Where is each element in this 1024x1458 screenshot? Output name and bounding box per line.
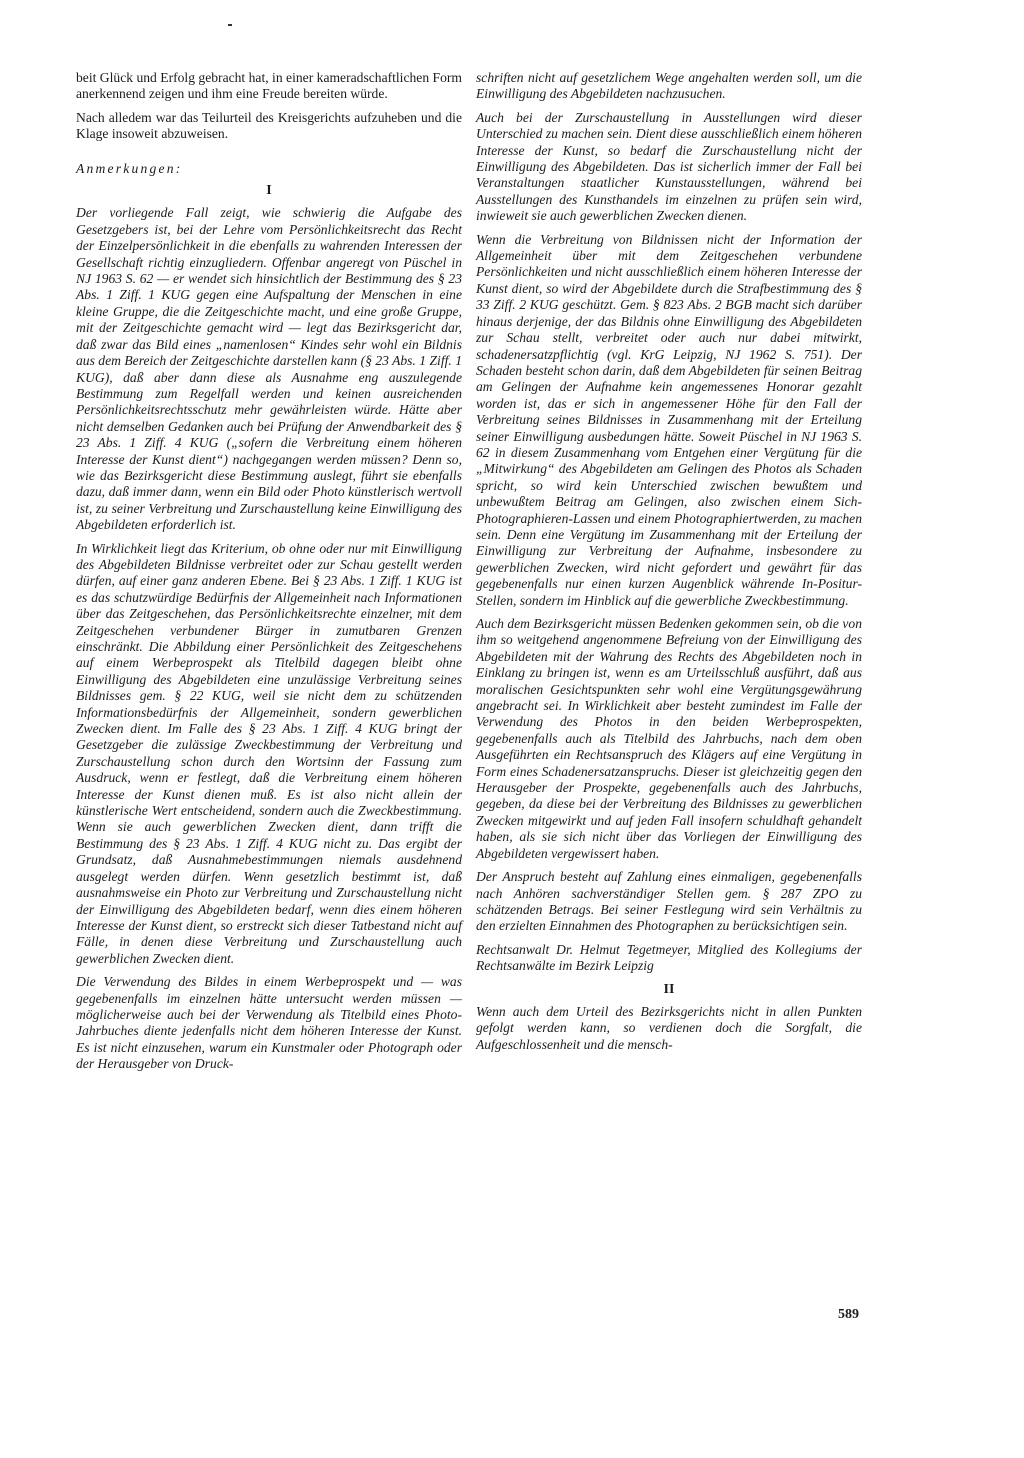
scan-mark [228, 24, 232, 26]
notes-heading: Anmerkungen: [76, 160, 183, 176]
paragraph: Wenn auch dem Urteil des Bezirksgerichts nicht in allen Punkten gefolgt werden kann, so verdienen doch die Sorgfalt, die Aufgeschlossenheit und die mensch- [476, 1003, 862, 1052]
paragraph: Wenn die Verbreitung von Bildnissen nicht der Information der Allgemeinheit über mit dem Zeitgeschehen verbundene Persönlichkeiten und nicht ausschließlich einem höheren Interesse der Kunst dient, so wird der Abgebildete durch die Strafbestimmung des § 33 Ziff. 2 KUG geschützt. Gem. § 823 Abs. 2 BGB macht sich darüber hinaus derjenige, der das Bildnis ohne Einwilligung des Abgebildeten zur Schau stellt, verbreitet oder auch nur dabei mitwirkt, schadenersatzpflichtig (vgl. KrG Leipzig, NJ 1962 S. 751). Der Schaden besteht schon darin, daß dem Abgebildeten für seinen Beitrag am Gelingen der Aufnahme kein angemessenes Honorar gezahlt worden ist, das er sich in angemessener Höhe für den Fall der Verbreitung seines Bildnisses in Zusammenhang mit der Erteilung seiner Einwilligung ausbedungen hätte. Soweit Püschel in NJ 1963 S. 62 in diesem Zusammenhang vom Entgehen einer Vergütung für die „Mitwirkung“ des Abgebildeten am Gelingen des Photos als Schaden spricht, so wird kein Unterschied zwischen bewußtem und unbewußtem Beitrag am Gelingen, also zwischen einem Sich-Photographieren-Lassen und einem Photographiertwerden, zu machen sein. Denn eine Vergütung im Zusammenhang mit der Erteilung der Einwilligung zur Verbreitung der Aufnahme, insbesondere zu gewerblichen Zwecken, wird nicht gefordert und gewährt für das gegebenenfalls nur einen kurzen Augenblick währende In-Positur-Stellen, sondern im Hinblick auf die gewerbliche Zweckbestimmung. [476, 231, 862, 608]
paragraph: Der vorliegende Fall zeigt, wie schwierig die Aufgabe des Gesetzgebers ist, bei der Lehre vom Persönlichkeitsrecht das Recht der Einzelpersönlichkeit in die ebenfalls zu wahrenden Interessen der Gesellschaft richtig einzugliedern. Offenbar angeregt von Püschel in NJ 1963 S. 62 — er wendet sich hinsichtlich der Bestimmung des § 23 Abs. 1 Ziff. 1 KUG gegen eine Aufspaltung der Menschen in eine kleine Gruppe, die die Zeitgeschichte macht, und eine große Gruppe, mit der Zeitgeschichte gemacht wird — legt das Bezirksgericht dar, daß zwar das Bild eines „namenlosen“ Kindes sehr wohl ein Bildnis aus dem Bereich der Zeitgeschichte darstellen kann (§ 23 Abs. 1 Ziff. 1 KUG), daß aber dann diese als Ausnahme eng auszulegende Bestimmung zum Regelfall werden und keinen ausreichenden Persönlichkeitsrechtsschutz mehr gewährleisten würde. Hätte aber nicht demselben Gedanken auch bei Prüfung der Anwendbarkeit des § 23 Abs. 1 Ziff. 4 KUG („sofern die Verbreitung einem höheren Interesse der Kunst dient“) nachgegangen werden müssen? Denn so, wie das Bezirksgericht diese Bestimmung auslegt, führt sie ebenfalls dazu, daß immer dann, wenn ein Bild oder Photo künstlerisch wertvoll ist, zu seiner Verbreitung und Zurschaustellung keine Einwilligung des Abgebildeten erforderlich ist. [76, 205, 462, 533]
paragraph: schriften nicht auf gesetzlichem Wege angehalten werden soll, um die Einwilligung des Abgebildeten nachzusuchen. [476, 70, 862, 102]
right-column [476, 70, 862, 1060]
left-column [76, 70, 462, 1080]
paragraph: Nach alledem war das Teilurteil des Kreisgerichts aufzuheben und die Klage insoweit abzuweisen. [76, 109, 462, 142]
paragraph: Der Anspruch besteht auf Zahlung eines einmaligen, gegebenenfalls nach Anhören sachverständiger Stellen gem. § 287 ZPO zu schätzenden Betrags. Bei seiner Festlegung wird sein Verhältnis zu den erzielten Einnahmen des Photographen zu berücksichtigen sein. [476, 869, 862, 934]
paragraph: In Wirklichkeit liegt das Kriterium, ob ohne oder nur mit Einwilligung des Abgebildeten Bildnisse verbreitet oder zur Schau gestellt werden dürfen, auf einer ganz anderen Ebene. Bei § 23 Abs. 1 Ziff. 1 KUG ist es das schutzwürdige Bedürfnis der Allgemeinheit nach Informationen über das Zeitgeschehen, das Persönlichkeitsrechte einzelner, mit dem Zeitgeschehen verbundener Bürger in zumutbaren Grenzen einschränkt. Die Abbildung einer Persönlichkeit des Zeitgeschehens auf einem Werbeprospekt als Titelbild dagegen bleibt ohne Einwilligung des Abgebildeten eine unzulässige Verbreitung seines Bildnisses gem. § 22 KUG, weil sie nicht dem zu schützenden Informationsbedürfnis der Allgemeinheit, sondern gewerblichen Zwecken dient. Im Falle des § 23 Abs. 1 Ziff. 4 KUG bringt der Gesetzgeber die zulässige Zweckbestimmung der Verbreitung und Zurschaustellung schon durch den Wortsinn der Fassung zum Ausdruck, wenn er festlegt, daß die Verbreitung einem höheren Interesse der Kunst dienen muß. Es ist also nicht allein der künstlerische Wert entscheidend, sondern auch die Zweckbestimmung. Wenn sie auch gewerblichen Zwecken dient, dann trifft die Bestimmung des § 23 Abs. 1 Ziff. 4 KUG nicht zu. Das ergibt der Grundsatz, daß Ausnahmebestimmungen niemals ausdehnend ausgelegt werden dürfen. Wenn gesetzlich bestimmt ist, daß ausnahmsweise ein Photo zur Verbreitung und Zurschaustellung nicht der Einwilligung des Abgebildeten bedarf, wenn dies einem höheren Interesse der Kunst dient, so erstreckt sich dieser Tatbestand nicht auf Fälle, in denen diese Verbreitung und Zurschaustellung auch gewerblichen Zwecken dient. [76, 540, 462, 966]
paragraph: Auch bei der Zurschaustellung in Ausstellungen wird dieser Unterschied zu machen sein. Dient diese ausschließlich einem höheren Interesse der Kunst, so bedarf die Zurschaustellung nicht der Einwilligung des Abgebildeten. Das ist sicherlich immer der Fall bei Veranstaltungen staatlicher Kunstausstellungen, während bei Ausstellungen des Kunsthandels im einzelnen zu prüfen sein wird, inwieweit sie auch gewerblichen Zwecken dienen. [476, 109, 862, 224]
paragraph: Auch dem Bezirksgericht müssen Bedenken gekommen sein, ob die von ihm so weitgehend angenommene Befreiung von der Einwilligung des Abgebildeten mit der Wahrung des Rechts des Abgebildeten noch in Einklang zu bringen ist, wenn es am Urteilsschluß ausführt, daß aus moralischen Gesichtspunkten sehr wohl eine Vergütungsgewährung angebracht sei. In Wirklichkeit aber besteht zumindest im Falle der Verwendung des Photos in den beiden Werbeprospekten, gegebenenfalls auch als Titelbild des Jahrbuchs, nach dem oben Ausgeführten ein Rechtsanspruch des Klägers auf eine Vergütung in Form eines Schadenersatzanspruchs. Dieser ist gleichzeitig gegen den Herausgeber der Prospekte, gegebenenfalls auch des Jahrbuchs, gegeben, da diese bei der Verbreitung des Bildnisses zu gewerblichen Zwecken mitgewirkt und auf jeden Fall insofern schuldhaft gehandelt haben, als sie sich nicht über das Vorliegen der Einwilligung des Abgebildeten vergewissert haben. [476, 616, 862, 861]
section-number: II [663, 981, 675, 997]
author-signature: Rechtsanwalt Dr. Helmut Tegetmeyer, Mitglied des Kollegiums der Rechtsanwälte im Bezirk Leipzig [476, 941, 862, 974]
page-number: 589 [838, 1307, 859, 1322]
paragraph: Die Verwendung des Bildes in einem Werbeprospekt und — was gegebenenfalls im einzelnen hätte untersucht werden müssen — möglicherweise auch bei der Verwendung als Titelbild eines Photo-Jahrbuches diente jedenfalls nicht dem höheren Interesse der Kunst. Es ist nicht einzusehen, warum ein Kunstmaler oder Photograph oder der Herausgeber von Druck- [76, 974, 462, 1072]
section-number: I [266, 183, 272, 199]
paragraph: beit Glück und Erfolg gebracht hat, in einer kameradschaftlichen Form anerkennend zeigen und ihm eine Freude bereiten würde. [76, 70, 462, 102]
